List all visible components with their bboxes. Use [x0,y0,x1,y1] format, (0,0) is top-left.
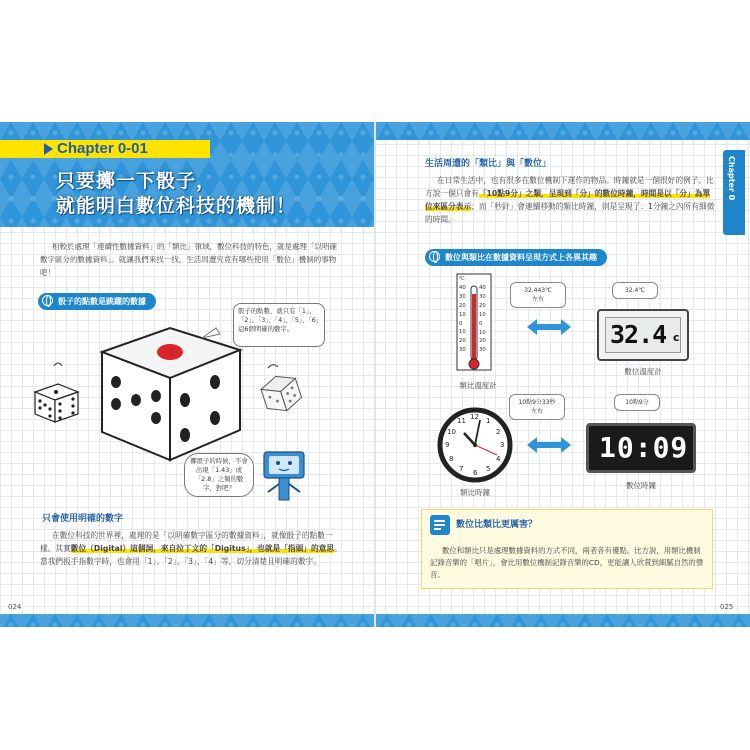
body-text-left-1: 在數位科技的世界裡，處理的是「以明確數字區分的數據資料」，就像骰子的點數一樣。其實 [40,531,333,553]
tumbling-dice-icon [259,371,304,416]
globe-icon-right [429,251,440,262]
small-dice-icon [35,384,78,422]
digital-temp-value: 32.4 [610,320,667,349]
right-footer-band [376,614,750,627]
body-text-left-2: 。當我們扳手指數字時，也會用「1」、「2」、「3」、「4」等，切分清楚且明確的數字。 [40,544,342,566]
digital-temp-tag: 32.4℃ [612,282,658,299]
note-pencil-icon [430,515,450,535]
body-highlight-left: 數位（Digital）這個詞，來自拉丁文的「Digitus」，也就是「指頭」的意思 [70,544,335,553]
big-dice-icon [102,328,240,460]
note-box-title: 數位比類比更厲害？ [456,520,538,530]
digital-clock-tag: 10點9分 [614,394,660,411]
robot-speech-bubble: 擲骰子的時候，不會出現「1.43」或「2.8」之類的數字，對吧？ [184,453,254,497]
analog-clock-tag: 10點9分33秒 左右 [509,394,565,420]
digital-clock-value: 10:09 [599,431,689,464]
digital-clock [586,423,696,473]
intro-paragraph: 相較於處理「連續性數據資料」的「類比」領域，數位科技的特色，就是處理「以明確數字區分的數據資料」。就讓我們來找一找，生活周遭究竟有哪些使用「數位」機制的事物吧！ [40,242,337,277]
page-number-right: 025 [720,603,734,611]
thermo-reading-tag: 32.443℃ 左右 [510,282,566,308]
double-arrow-icon-2 [527,436,571,454]
page-title-line1: 只要擲一下骰子， [56,170,217,192]
page-number-left: 024 [8,603,22,611]
chapter-side-tab-label: Chapter 0 [727,156,736,201]
analog-clock-label: 類比時鐘 [460,488,490,497]
digital-clock-label: 數位時鐘 [626,481,656,490]
section-title-compare-text: 數位與類比在數據資料呈現方式上各異其趣 [445,253,597,262]
body-paragraph-left [40,529,342,568]
thermo-scale-right: 40 30 20 10 0 10 20 30 [479,285,486,354]
sub-heading-left: 只會使用明確的數字 [42,511,123,526]
chapter-triangle-icon [44,143,53,155]
chapter-label: Chapter 0-01 [57,140,148,157]
digital-temp-label: 數位溫度計 [624,367,662,376]
body-highlight-right: 「10點9分」之類，呈現到「分」的數位時鐘，時間是以「分」為單位來區分表示 [425,189,711,211]
right-header-band [376,122,750,140]
thermo-scale-left: ℃ 40 30 20 10 0 10 20 30 [459,276,466,354]
digital-thermometer [597,309,689,361]
digital-temp-unit: c [673,331,680,344]
dice-speech-bubble: 骰子的點數，就只有「1」、「2」、「3」、「4」、「5」、「6」這6個明確的數字。 [233,303,325,347]
note-box-text: 數位和類比只是處理數據資料的方式不同，兩者各有優點。比方說，用類比機制記錄音樂的「唱片」，會比用數位機制記錄音樂的CD，更能讓人欣賞到細膩自然的聲音。 [430,546,704,579]
thermo-label: 類比溫度計 [459,381,497,390]
clock-numbers: 12 1 2 3 4 5 6 7 8 9 10 11 [445,413,505,477]
robot-icon [264,452,304,500]
section-title-compare [425,249,607,266]
section-title-dice-text: 骰子的點數是跳躍的數據 [58,297,146,306]
left-footer-band [0,614,374,627]
page-gutter [374,122,376,627]
page-title-line2: 就能明白數位科技的機制！ [56,195,297,217]
body-text-right-1: 在日常生活中，也有很多在數位機制下運作的物品。時鐘就是一個很好的例子。比方說一個只會有 [425,176,714,198]
body-text-right-2: ；而「秒針」會連續移動的類比時鐘，則是呈現了：1分鐘之內所有細微的時間。 [425,202,715,224]
sub-heading-right: 生活周遭的「類比」與「數位」 [425,156,551,171]
body-paragraph-right [425,174,715,226]
double-arrow-icon [527,318,571,336]
